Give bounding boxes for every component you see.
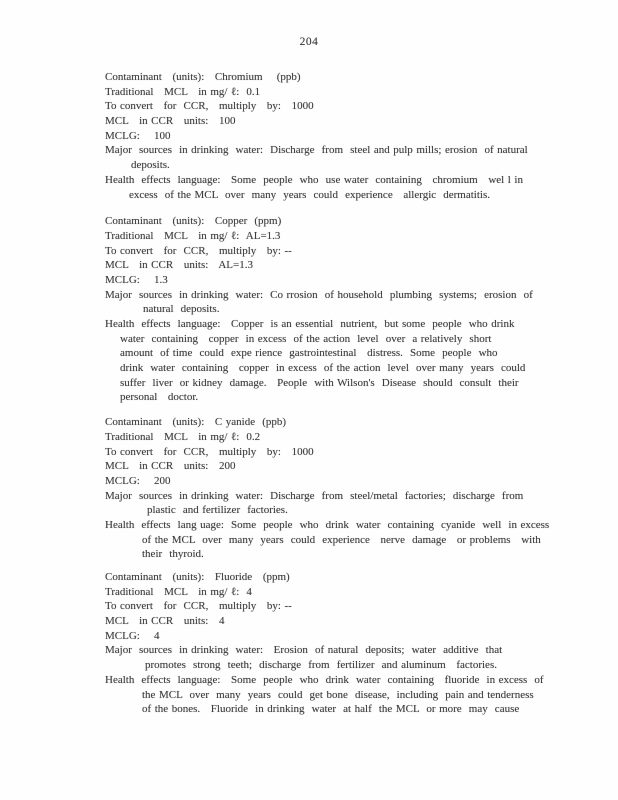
- contaminant-section-fluoride: [105, 570, 565, 717]
- text-line: Traditional MCL in mg/ ℓ: 0.2: [105, 430, 261, 443]
- text-line: MCLG: 100: [105, 129, 171, 142]
- text-line: Major sources in drinking water: Discharge from steel and pulp mills; erosion of natural: [105, 144, 528, 157]
- text-line: MCLG: 4: [105, 629, 160, 642]
- text-line: plastic and fertilizer factories.: [147, 504, 288, 517]
- text-line: MCL in CCR units: 200: [105, 460, 236, 473]
- text-line: personal doctor.: [120, 391, 199, 404]
- text-line: Traditional MCL in mg/ ℓ: AL=1.3: [105, 229, 281, 242]
- text-line: of the MCL over many years could experience nerve damage or problems with: [142, 533, 541, 546]
- text-line: Health effects language: Copper is an essential nutrient, but some people who drink: [105, 318, 515, 330]
- text-line: drink water containing copper in excess of the action level over many years could: [120, 362, 526, 375]
- text-line: Contaminant (units): Fluoride (ppm): [105, 571, 290, 583]
- contaminant-section-cyanide: [105, 415, 565, 562]
- text-line: Health effects lang uage: Some people who drink water containing cyanide well in excess: [105, 518, 550, 531]
- text-line: MCL in CCR units: 4: [105, 615, 225, 628]
- text-line: Health effects language: Some people who use water containing chromium wel l in: [105, 173, 523, 186]
- text-line: water containing copper in excess of the action level over a relatively short: [120, 332, 492, 345]
- text-line: To convert for CCR, multiply by: --: [105, 244, 292, 257]
- text-line: excess of the MCL over many years could experience allergic dermatitis.: [129, 188, 490, 201]
- text-line: suffer liver or kidney damage. People with Wilson's Disease should consult their: [120, 376, 519, 389]
- text-line: MCLG: 200: [105, 474, 171, 487]
- text-line: MCL in CCR units: 100: [105, 115, 236, 128]
- text-line: the MCL over many years could get bone disease, including pain and tenderness: [142, 688, 534, 701]
- text-line: promotes strong teeth; discharge from fertilizer and aluminum factories.: [145, 659, 497, 672]
- text-line: Contaminant (units): Copper (ppm): [105, 215, 282, 228]
- text-line: Major sources in drinking water: Erosion of natural deposits; water additive that: [105, 644, 503, 657]
- text-line: Contaminant (units): C yanide (ppb): [105, 416, 287, 429]
- text-line: To convert for CCR, multiply by: --: [105, 600, 292, 613]
- text-line: MCL in CCR units: AL=1.3: [105, 259, 253, 272]
- text-line: Traditional MCL in mg/ ℓ: 0.1: [105, 85, 261, 98]
- page-number: 204: [299, 36, 319, 48]
- text-line: Contaminant (units): Chromium (ppb): [105, 71, 301, 83]
- text-line: natural deposits.: [143, 303, 220, 316]
- contaminant-section-copper: [105, 214, 565, 405]
- text-line: Major sources in drinking water: Co rrosion of household plumbing systems; erosion of: [105, 288, 533, 301]
- text-line: amount of time could expe rience gastrointestinal distress. Some people who: [120, 347, 498, 360]
- document-content: [105, 70, 565, 717]
- text-line: their thyroid.: [142, 548, 204, 561]
- text-line: deposits.: [131, 159, 170, 172]
- text-line: To convert for CCR, multiply by: 1000: [105, 445, 314, 458]
- text-line: MCLG: 1.3: [105, 273, 168, 286]
- text-line: Traditional MCL in mg/ ℓ: 4: [105, 585, 252, 598]
- contaminant-section-chromium: [105, 70, 565, 202]
- text-line: To convert for CCR, multiply by: 1000: [105, 100, 314, 113]
- text-line: of the bones. Fluoride in drinking water at half the MCL or more may cause: [142, 703, 520, 716]
- text-line: Health effects language: Some people who drink water containing fluoride in excess of: [105, 673, 544, 686]
- text-line: Major sources in drinking water: Discharge from steel/metal factories; discharge from: [105, 489, 524, 502]
